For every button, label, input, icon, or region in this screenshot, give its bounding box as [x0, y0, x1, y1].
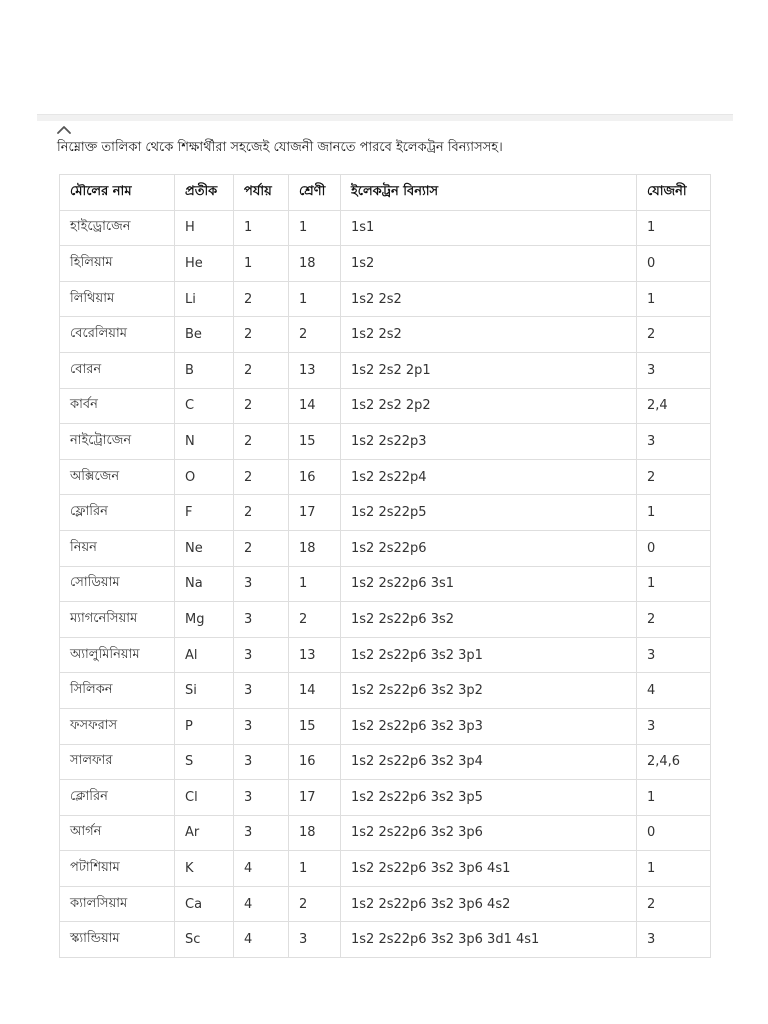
header-element-name: মৌলের নাম: [60, 175, 175, 211]
cell-electron-configuration: 1s2 2s22p6 3s2 3p4: [341, 744, 637, 780]
cell-element-name: ক্লোরিন: [60, 780, 175, 816]
cell-valency: 3: [637, 352, 711, 388]
section-divider: [37, 114, 733, 121]
cell-element-name: ফসফরাস: [60, 708, 175, 744]
cell-electron-configuration: 1s2 2s22p6 3s2 3p6: [341, 815, 637, 851]
cell-electron-configuration: 1s2 2s2: [341, 317, 637, 353]
cell-group: 18: [289, 530, 341, 566]
cell-element-name: লিথিয়াম: [60, 281, 175, 317]
cell-valency: 1: [637, 851, 711, 887]
table-header-row: [60, 175, 711, 211]
cell-symbol: Al: [175, 637, 234, 673]
cell-element-name: কার্বন: [60, 388, 175, 424]
cell-symbol: He: [175, 246, 234, 282]
table-row: [60, 424, 711, 460]
cell-group: 1: [289, 851, 341, 887]
table-row: [60, 281, 711, 317]
cell-period: 2: [234, 352, 289, 388]
cell-element-name: বোরন: [60, 352, 175, 388]
cell-electron-configuration: 1s2 2s22p4: [341, 459, 637, 495]
cell-symbol: Ne: [175, 530, 234, 566]
header-symbol: প্রতীক: [175, 175, 234, 211]
cell-group: 13: [289, 637, 341, 673]
cell-element-name: অক্সিজেন: [60, 459, 175, 495]
cell-symbol: N: [175, 424, 234, 460]
cell-element-name: ফ্লোরিন: [60, 495, 175, 531]
cell-symbol: Mg: [175, 602, 234, 638]
cell-symbol: P: [175, 708, 234, 744]
table-row: [60, 815, 711, 851]
cell-group: 1: [289, 281, 341, 317]
header-valency: যোজনী: [637, 175, 711, 211]
table-row: [60, 566, 711, 602]
cell-group: 14: [289, 673, 341, 709]
cell-group: 3: [289, 922, 341, 958]
cell-electron-configuration: 1s2: [341, 246, 637, 282]
cell-period: 3: [234, 815, 289, 851]
cell-period: 2: [234, 424, 289, 460]
cell-valency: 2: [637, 602, 711, 638]
table-row: [60, 317, 711, 353]
cell-element-name: সিলিকন: [60, 673, 175, 709]
cell-group: 2: [289, 886, 341, 922]
cell-symbol: Na: [175, 566, 234, 602]
cell-period: 2: [234, 530, 289, 566]
cell-electron-configuration: 1s2 2s22p6 3s2 3p6 3d1 4s1: [341, 922, 637, 958]
cell-period: 3: [234, 637, 289, 673]
table-row: [60, 210, 711, 246]
header-electron-configuration: ইলেকট্রন বিন্যাস: [341, 175, 637, 211]
table-row: [60, 530, 711, 566]
table-row: [60, 851, 711, 887]
cell-period: 3: [234, 708, 289, 744]
cell-valency: 1: [637, 566, 711, 602]
cell-period: 3: [234, 780, 289, 816]
cell-valency: 4: [637, 673, 711, 709]
cell-electron-configuration: 1s2 2s22p6 3s2 3p6 4s2: [341, 886, 637, 922]
cell-element-name: সোডিয়াম: [60, 566, 175, 602]
cell-period: 4: [234, 886, 289, 922]
table-row: [60, 922, 711, 958]
cell-electron-configuration: 1s1: [341, 210, 637, 246]
cell-electron-configuration: 1s2 2s22p6 3s2 3p6 4s1: [341, 851, 637, 887]
cell-element-name: হিলিয়াম: [60, 246, 175, 282]
cell-group: 15: [289, 424, 341, 460]
cell-period: 1: [234, 210, 289, 246]
table-row: [60, 637, 711, 673]
cell-element-name: অ্যালুমিনিয়াম: [60, 637, 175, 673]
table-body: [60, 210, 711, 957]
cell-symbol: S: [175, 744, 234, 780]
cell-electron-configuration: 1s2 2s22p6 3s1: [341, 566, 637, 602]
cell-symbol: O: [175, 459, 234, 495]
elements-table: [59, 174, 711, 958]
cell-electron-configuration: 1s2 2s2 2p2: [341, 388, 637, 424]
cell-valency: 0: [637, 246, 711, 282]
cell-symbol: H: [175, 210, 234, 246]
cell-valency: 2: [637, 459, 711, 495]
cell-valency: 1: [637, 495, 711, 531]
cell-period: 4: [234, 922, 289, 958]
table-row: [60, 780, 711, 816]
cell-group: 18: [289, 815, 341, 851]
cell-group: 2: [289, 602, 341, 638]
cell-element-name: সালফার: [60, 744, 175, 780]
cell-symbol: Si: [175, 673, 234, 709]
cell-group: 17: [289, 495, 341, 531]
cell-symbol: Sc: [175, 922, 234, 958]
cell-group: 1: [289, 566, 341, 602]
table-row: [60, 744, 711, 780]
cell-valency: 2,4: [637, 388, 711, 424]
cell-element-name: স্ক্যান্ডিয়াম: [60, 922, 175, 958]
cell-group: 13: [289, 352, 341, 388]
cell-period: 3: [234, 744, 289, 780]
cell-period: 1: [234, 246, 289, 282]
cell-valency: 1: [637, 210, 711, 246]
cell-symbol: C: [175, 388, 234, 424]
cell-valency: 2: [637, 886, 711, 922]
table-row: [60, 459, 711, 495]
cell-group: 16: [289, 459, 341, 495]
cell-valency: 3: [637, 637, 711, 673]
cell-symbol: F: [175, 495, 234, 531]
cell-valency: 1: [637, 780, 711, 816]
cell-symbol: Ar: [175, 815, 234, 851]
cell-period: 2: [234, 388, 289, 424]
cell-electron-configuration: 1s2 2s22p6 3s2: [341, 602, 637, 638]
cell-period: 2: [234, 459, 289, 495]
cell-element-name: ক্যালসিয়াম: [60, 886, 175, 922]
cell-period: 3: [234, 566, 289, 602]
header-group: শ্রেণী: [289, 175, 341, 211]
table-row: [60, 886, 711, 922]
cell-period: 2: [234, 281, 289, 317]
cell-electron-configuration: 1s2 2s22p5: [341, 495, 637, 531]
cell-symbol: Be: [175, 317, 234, 353]
cell-electron-configuration: 1s2 2s22p6 3s2 3p1: [341, 637, 637, 673]
cell-group: 14: [289, 388, 341, 424]
cell-electron-configuration: 1s2 2s2: [341, 281, 637, 317]
cell-electron-configuration: 1s2 2s22p6 3s2 3p3: [341, 708, 637, 744]
cell-symbol: K: [175, 851, 234, 887]
cell-period: 3: [234, 673, 289, 709]
table-row: [60, 495, 711, 531]
cell-group: 2: [289, 317, 341, 353]
cell-symbol: Li: [175, 281, 234, 317]
table-row: [60, 673, 711, 709]
cell-group: 16: [289, 744, 341, 780]
cell-group: 15: [289, 708, 341, 744]
cell-electron-configuration: 1s2 2s22p6 3s2 3p5: [341, 780, 637, 816]
cell-valency: 3: [637, 708, 711, 744]
cell-period: 4: [234, 851, 289, 887]
table-row: [60, 708, 711, 744]
cell-electron-configuration: 1s2 2s2 2p1: [341, 352, 637, 388]
cell-period: 2: [234, 495, 289, 531]
cell-element-name: আর্গন: [60, 815, 175, 851]
table-row: [60, 352, 711, 388]
cell-period: 3: [234, 602, 289, 638]
cell-electron-configuration: 1s2 2s22p6 3s2 3p2: [341, 673, 637, 709]
table-row: [60, 388, 711, 424]
cell-group: 17: [289, 780, 341, 816]
cell-group: 1: [289, 210, 341, 246]
cell-group: 18: [289, 246, 341, 282]
cell-electron-configuration: 1s2 2s22p6: [341, 530, 637, 566]
cell-electron-configuration: 1s2 2s22p3: [341, 424, 637, 460]
cell-valency: 3: [637, 922, 711, 958]
cell-element-name: নিয়ন: [60, 530, 175, 566]
cell-symbol: B: [175, 352, 234, 388]
table-row: [60, 246, 711, 282]
cell-valency: 0: [637, 815, 711, 851]
cell-element-name: বেরেলিয়াম: [60, 317, 175, 353]
cell-element-name: পটাশিয়াম: [60, 851, 175, 887]
cell-valency: 1: [637, 281, 711, 317]
cell-symbol: Cl: [175, 780, 234, 816]
cell-valency: 2: [637, 317, 711, 353]
intro-text: নিম্নোক্ত তালিকা থেকে শিক্ষার্থীরা সহজেই যোজনী জানতে পারবে ইলেকট্রন বিন্যাসসহ।: [57, 140, 503, 155]
cell-valency: 0: [637, 530, 711, 566]
table-row: [60, 602, 711, 638]
cell-element-name: নাইট্রোজেন: [60, 424, 175, 460]
cell-valency: 2,4,6: [637, 744, 711, 780]
cell-element-name: হাইড্রোজেন: [60, 210, 175, 246]
chevron-up-svg: [55, 123, 73, 137]
chevron-up-icon[interactable]: [55, 122, 73, 136]
cell-period: 2: [234, 317, 289, 353]
cell-valency: 3: [637, 424, 711, 460]
header-period: পর্যায়: [234, 175, 289, 211]
cell-element-name: ম্যাগনেসিয়াম: [60, 602, 175, 638]
cell-symbol: Ca: [175, 886, 234, 922]
